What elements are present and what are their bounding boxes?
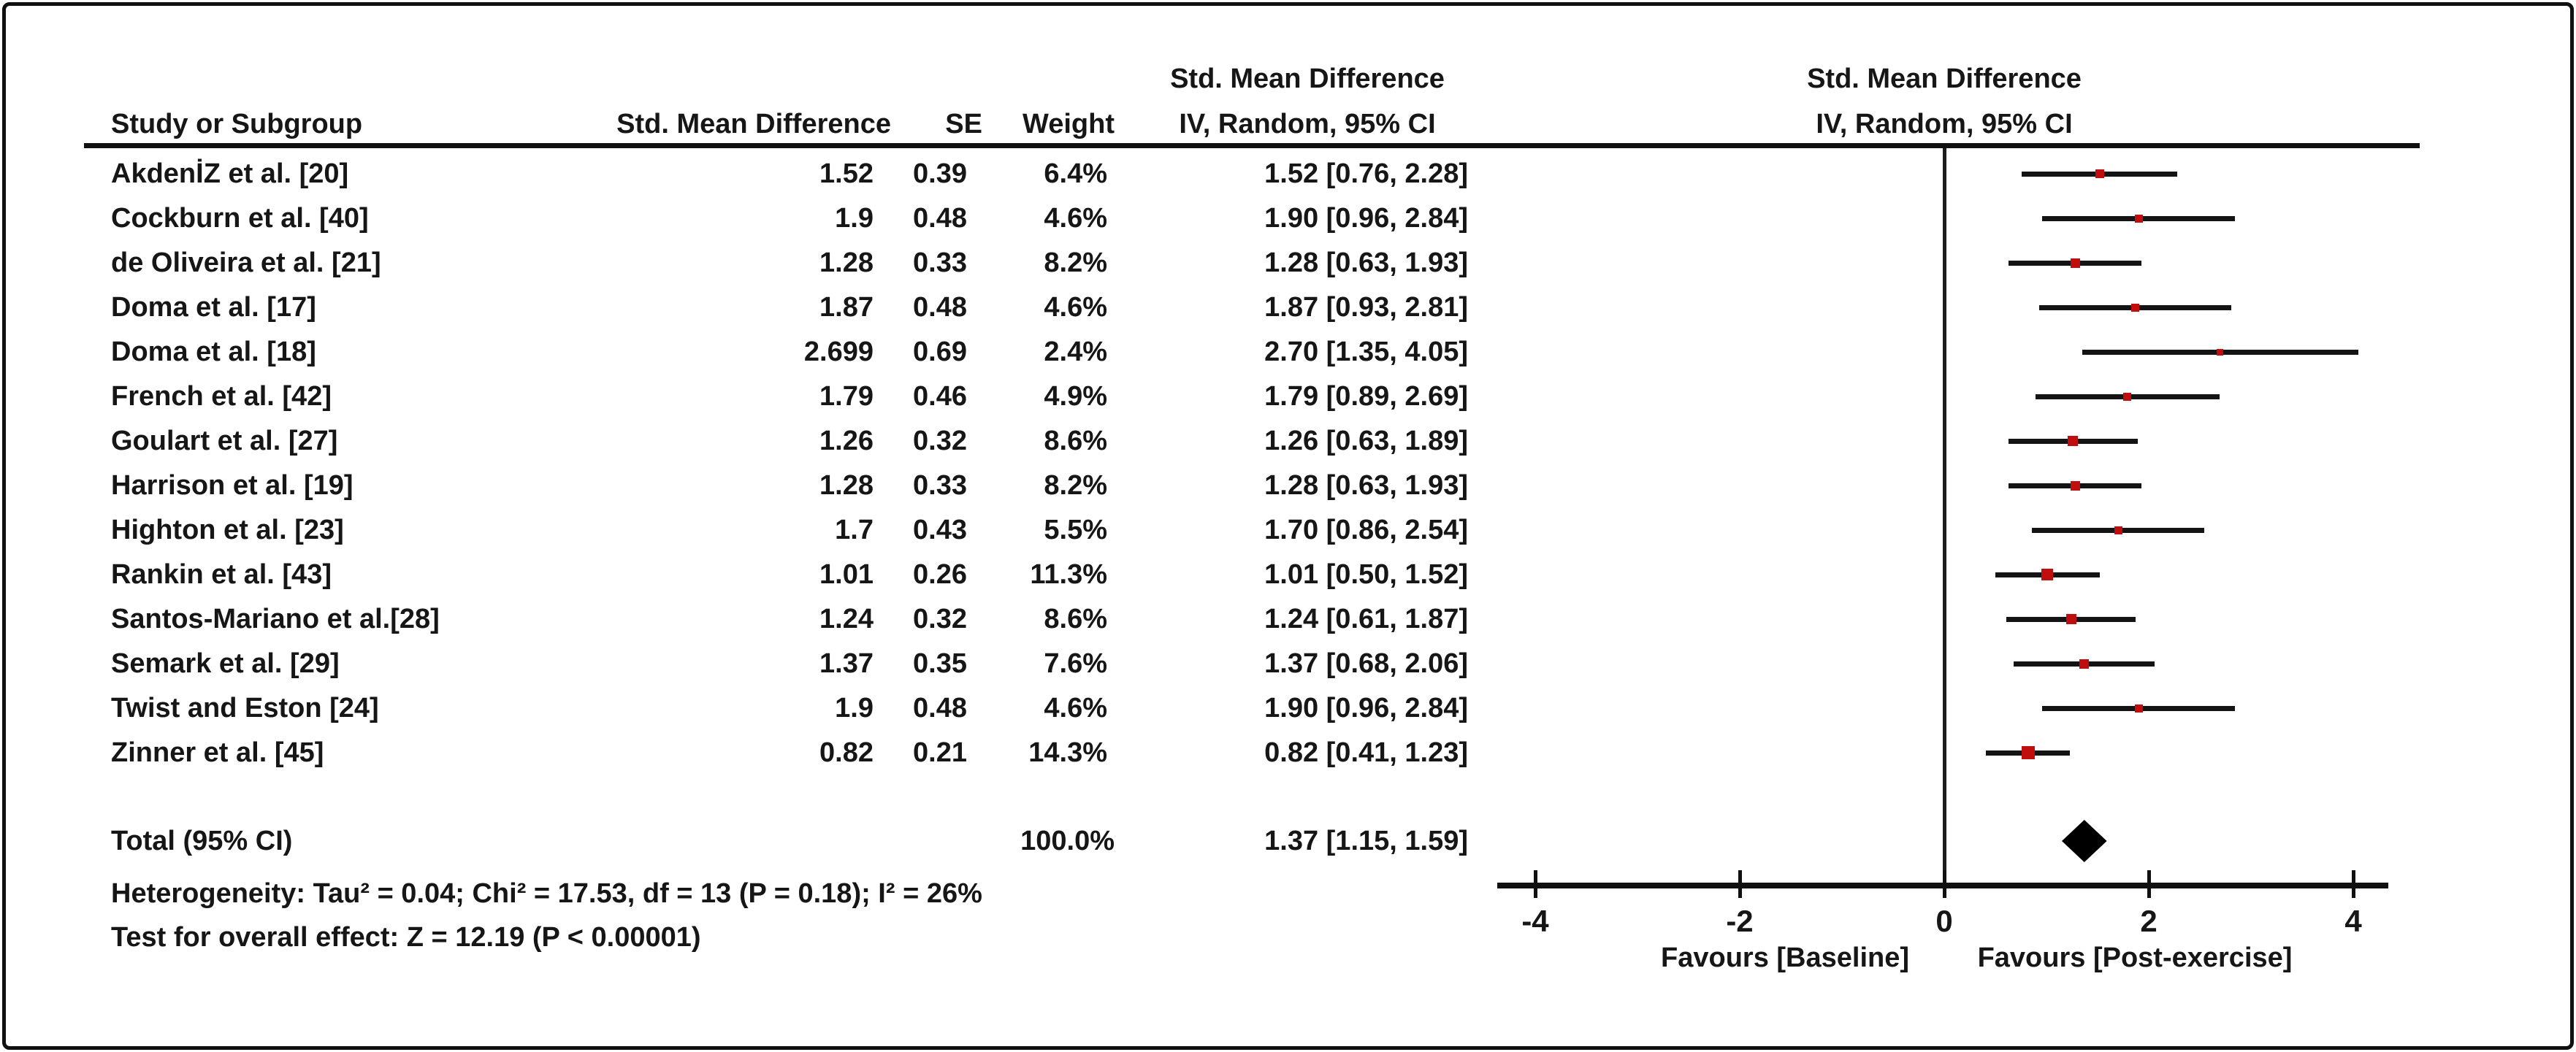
total-ci-text: 1.37 [1.15, 1.59] — [1264, 826, 1468, 856]
study-ci-text: 1.37 [0.68, 2.06] — [1264, 648, 1468, 679]
point-estimate-marker — [2079, 659, 2089, 669]
point-estimate-marker — [2066, 614, 2076, 624]
study-se-value: 0.46 — [913, 381, 967, 412]
study-ci-text: 1.90 [0.96, 2.84] — [1264, 203, 1468, 234]
study-smd-value: 1.28 — [819, 247, 874, 278]
x-axis-tick-label: 2 — [2140, 904, 2158, 938]
study-ci-text: 1.70 [0.86, 2.54] — [1264, 515, 1468, 545]
study-ci-text: 1.24 [0.61, 1.87] — [1264, 604, 1468, 634]
point-estimate-marker — [2131, 304, 2139, 312]
study-weight-value: 2.4% — [1044, 337, 1107, 367]
study-ci-text: 1.90 [0.96, 2.84] — [1264, 693, 1468, 723]
study-smd-value: 1.26 — [819, 426, 874, 456]
study-label: Doma et al. [18] — [111, 337, 316, 367]
study-smd-value: 1.01 — [819, 559, 874, 590]
x-axis-tick-label: 0 — [1935, 904, 1953, 938]
study-weight-value: 14.3% — [1028, 737, 1107, 768]
favours-right-label: Favours [Post-exercise] — [1977, 942, 2293, 973]
x-axis-tick-label: -2 — [1726, 904, 1754, 938]
effect-column-header-top: Std. Mean Difference — [1170, 64, 1445, 94]
point-estimate-marker — [2071, 481, 2080, 491]
point-estimate-marker — [2071, 258, 2080, 268]
point-estimate-marker — [2135, 215, 2143, 223]
study-se-value: 0.33 — [913, 247, 967, 278]
study-weight-value: 11.3% — [1030, 559, 1107, 590]
se-column-header: SE — [945, 109, 982, 139]
study-se-value: 0.26 — [913, 559, 967, 590]
zero-reference-line — [1943, 148, 1946, 888]
study-weight-value: 8.6% — [1044, 604, 1107, 634]
point-estimate-marker — [2068, 436, 2078, 446]
study-se-value: 0.48 — [913, 693, 967, 723]
total-diamond — [2062, 820, 2107, 862]
study-weight-value: 8.2% — [1044, 247, 1107, 278]
point-estimate-marker — [2135, 704, 2143, 713]
study-se-value: 0.33 — [913, 470, 967, 501]
study-column-header: Study or Subgroup — [111, 109, 363, 139]
point-estimate-marker — [2022, 746, 2035, 759]
study-se-value: 0.32 — [913, 426, 967, 456]
study-se-value: 0.39 — [913, 158, 967, 189]
point-estimate-marker — [2114, 526, 2122, 534]
total-weight: 100.0% — [1020, 826, 1115, 856]
study-weight-value: 5.5% — [1044, 515, 1107, 545]
x-axis-tick-label: -4 — [1521, 904, 1549, 938]
x-axis-tick — [2352, 870, 2355, 898]
study-label: Zinner et al. [45] — [111, 737, 324, 768]
study-ci-text: 1.01 [0.50, 1.52] — [1264, 559, 1468, 590]
study-ci-text: 1.52 [0.76, 2.28] — [1264, 158, 1468, 189]
study-label: Cockburn et al. [40] — [111, 203, 369, 234]
study-label: French et al. [42] — [111, 381, 332, 412]
study-smd-value: 1.24 — [819, 604, 874, 634]
study-weight-value: 8.2% — [1044, 470, 1107, 501]
study-smd-value: 1.79 — [819, 381, 874, 412]
study-weight-value: 4.6% — [1044, 203, 1107, 234]
study-smd-value: 1.9 — [835, 693, 874, 723]
point-estimate-marker — [2123, 393, 2131, 401]
study-se-value: 0.21 — [913, 737, 967, 768]
study-label: Rankin et al. [43] — [111, 559, 332, 590]
smd-column-header: Std. Mean Difference — [616, 109, 891, 139]
study-ci-text: 1.26 [0.63, 1.89] — [1264, 426, 1468, 456]
x-axis-tick-label: 4 — [2344, 904, 2362, 938]
study-weight-value: 6.4% — [1044, 158, 1107, 189]
x-axis-tick — [1534, 870, 1537, 898]
favours-left-label: Favours [Baseline] — [1661, 942, 1909, 973]
x-axis-tick — [1943, 870, 1946, 898]
study-se-value: 0.69 — [913, 337, 967, 367]
study-se-value: 0.43 — [913, 515, 967, 545]
plot-column-header-bottom: IV, Random, 95% CI — [1816, 109, 2073, 139]
study-weight-value: 7.6% — [1044, 648, 1107, 679]
total-diamond-shape — [2062, 820, 2107, 862]
study-smd-value: 1.52 — [819, 158, 874, 189]
study-se-value: 0.32 — [913, 604, 967, 634]
study-ci-text: 1.28 [0.63, 1.93] — [1264, 470, 1468, 501]
plot-column-header-top: Std. Mean Difference — [1807, 64, 2082, 94]
study-weight-value: 4.6% — [1044, 292, 1107, 323]
study-smd-value: 1.37 — [819, 648, 874, 679]
point-estimate-marker — [2217, 349, 2223, 356]
study-weight-value: 4.9% — [1044, 381, 1107, 412]
header-rule — [84, 143, 2420, 148]
study-ci-text: 0.82 [0.41, 1.23] — [1264, 737, 1468, 768]
study-smd-value: 1.7 — [835, 515, 874, 545]
study-label: Semark et al. [29] — [111, 648, 340, 679]
x-axis-tick — [1738, 870, 1742, 898]
point-estimate-marker — [2041, 569, 2053, 580]
point-estimate-marker — [2095, 169, 2104, 178]
heterogeneity-note: Heterogeneity: Tau² = 0.04; Chi² = 17.53, df = 13 (P = 0.18); I² = 26% — [111, 878, 982, 909]
study-se-value: 0.35 — [913, 648, 967, 679]
study-label: Santos-Mariano et al.[28] — [111, 604, 440, 634]
study-label: Doma et al. [17] — [111, 292, 316, 323]
study-smd-value: 1.9 — [835, 203, 874, 234]
study-smd-value: 2.699 — [803, 337, 874, 367]
study-smd-value: 1.87 — [819, 292, 874, 323]
overall-effect-note: Test for overall effect: Z = 12.19 (P < 0.00001) — [111, 922, 701, 953]
study-ci-text: 1.79 [0.89, 2.69] — [1264, 381, 1468, 412]
total-row-label: Total (95% CI) — [111, 826, 293, 856]
study-label: Harrison et al. [19] — [111, 470, 353, 501]
weight-column-header: Weight — [1023, 109, 1115, 139]
study-ci-text: 2.70 [1.35, 4.05] — [1264, 337, 1468, 367]
study-se-value: 0.48 — [913, 292, 967, 323]
study-smd-value: 1.28 — [819, 470, 874, 501]
study-label: Goulart et al. [27] — [111, 426, 338, 456]
study-weight-value: 8.6% — [1044, 426, 1107, 456]
x-axis-tick — [2147, 870, 2151, 898]
study-label: de Oliveira et al. [21] — [111, 247, 381, 278]
study-ci-text: 1.28 [0.63, 1.93] — [1264, 247, 1468, 278]
study-se-value: 0.48 — [913, 203, 967, 234]
study-weight-value: 4.6% — [1044, 693, 1107, 723]
study-smd-value: 0.82 — [819, 737, 874, 768]
study-label: Highton et al. [23] — [111, 515, 344, 545]
study-label: Twist and Eston [24] — [111, 693, 379, 723]
study-ci-text: 1.87 [0.93, 2.81] — [1264, 292, 1468, 323]
effect-column-header-bottom: IV, Random, 95% CI — [1179, 109, 1436, 139]
study-label: AkdenİZ et al. [20] — [111, 158, 349, 189]
